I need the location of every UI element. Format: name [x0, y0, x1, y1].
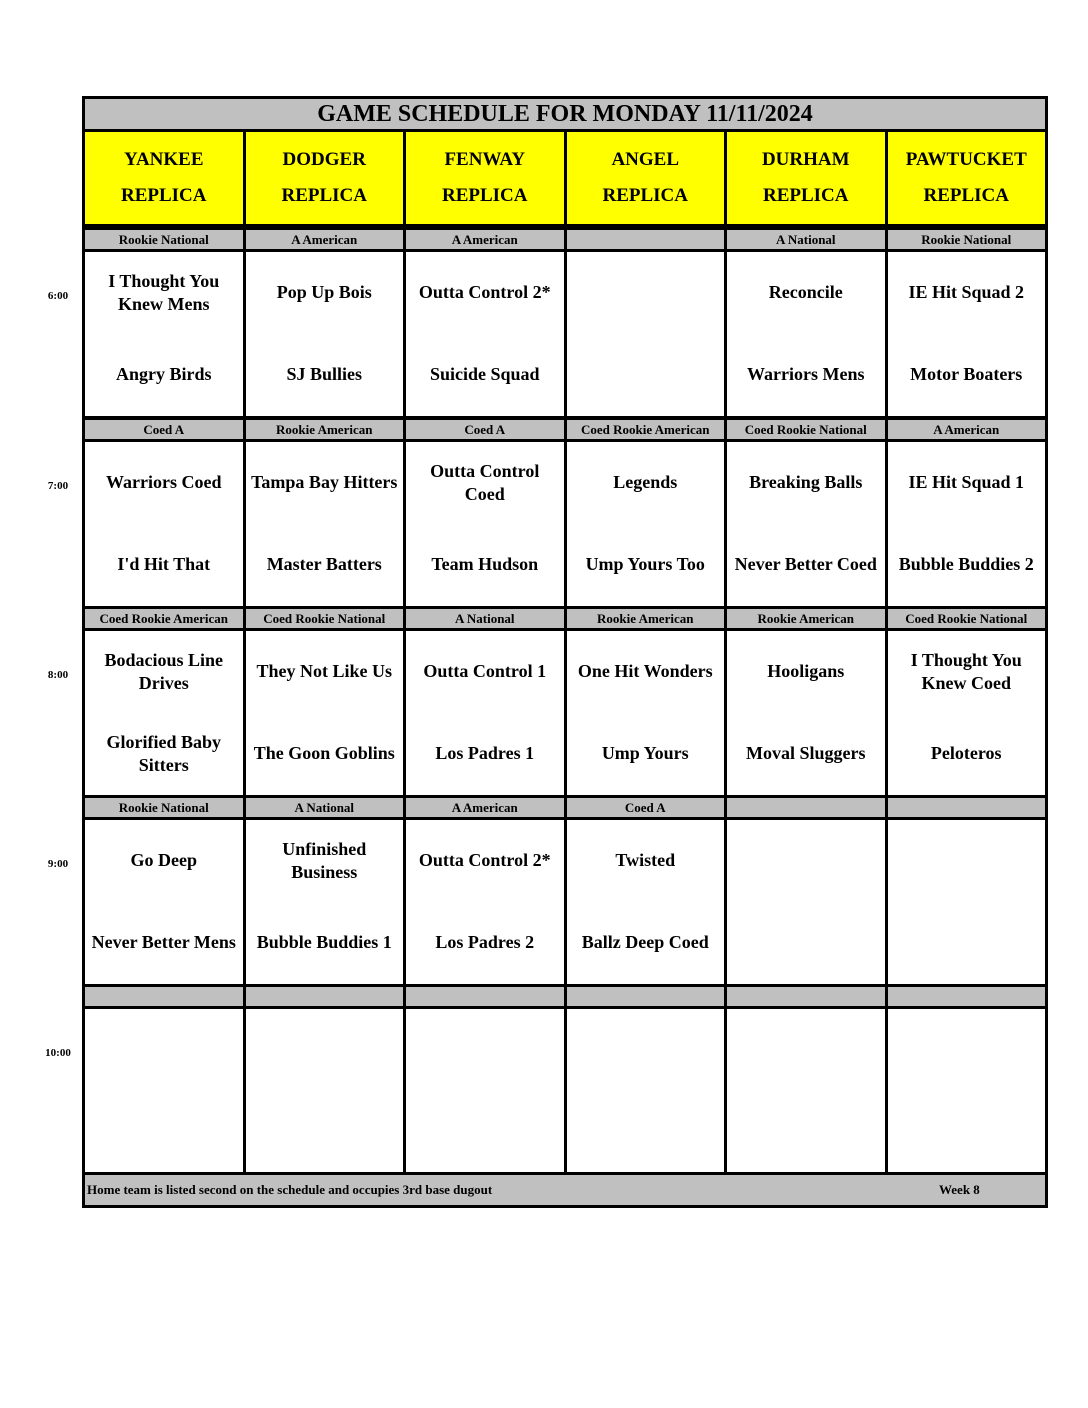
schedule-title: GAME SCHEDULE FOR MONDAY 11/11/2024	[82, 96, 1048, 132]
division-label: A National	[243, 798, 404, 817]
division-label	[85, 987, 243, 1006]
away-team: One Hit Wonders	[577, 661, 713, 682]
away-team	[888, 820, 1046, 902]
matchup-cell	[243, 1009, 404, 1173]
home-team: Bubble Buddies 1	[256, 932, 392, 953]
matchup-cell	[85, 252, 243, 416]
field-name: ANGEL	[611, 149, 680, 170]
game-slot	[82, 628, 1048, 798]
away-team	[888, 1009, 1046, 1091]
home-team	[727, 902, 885, 984]
away-team	[567, 252, 725, 334]
away-team: Legends	[613, 472, 678, 493]
away-team: I Thought You Knew Mens	[108, 270, 220, 314]
division-label: Coed A	[564, 798, 725, 817]
away-team	[246, 1009, 404, 1091]
home-team: Never Better Mens	[91, 932, 236, 953]
away-team: Warriors Coed	[106, 472, 222, 493]
matchup-cell	[564, 442, 725, 606]
matchup-cell	[724, 442, 885, 606]
home-team: Glorified Baby Sitters	[106, 731, 221, 775]
division-label	[564, 230, 725, 249]
home-team: Ump Yours Too	[585, 554, 705, 575]
home-team	[888, 1091, 1046, 1173]
home-team: Suicide Squad	[429, 364, 540, 385]
away-team: They Not Like Us	[256, 661, 392, 682]
matchup-cell	[403, 252, 564, 416]
time-label: 9:00	[47, 858, 69, 870]
week-label: Week 8	[939, 1182, 980, 1197]
matchup-cell	[724, 820, 885, 984]
field-header-dodger	[243, 132, 404, 224]
away-team	[406, 1009, 564, 1091]
away-team	[727, 820, 885, 902]
home-team	[567, 334, 725, 416]
time-label: 10:00	[45, 1047, 71, 1059]
home-team: Moval Sluggers	[746, 743, 866, 764]
away-team: Outta Control Coed	[430, 460, 540, 504]
matchup-cell	[85, 442, 243, 606]
division-label: Rookie National	[885, 230, 1046, 249]
home-team	[888, 902, 1046, 984]
game-slot	[82, 1006, 1048, 1176]
home-team: Master Batters	[266, 554, 382, 575]
matchup-cell	[564, 631, 725, 795]
matchup-cell	[403, 1009, 564, 1173]
field-name: DODGER	[282, 149, 366, 170]
division-label: Coed Rookie National	[724, 420, 885, 439]
home-team: SJ Bullies	[286, 364, 363, 385]
home-team: Ump Yours	[601, 743, 689, 764]
home-team: Bubble Buddies 2	[898, 554, 1034, 575]
away-team: Go Deep	[130, 850, 197, 871]
matchup-cell	[85, 820, 243, 984]
away-team: Breaking Balls	[749, 472, 863, 493]
matchup-cell	[564, 1009, 725, 1173]
away-team: IE Hit Squad 1	[908, 472, 1025, 493]
matchup-cell	[403, 631, 564, 795]
game-slot	[82, 249, 1048, 419]
matchup-cell	[564, 252, 725, 416]
division-label: Coed Rookie National	[243, 609, 404, 628]
division-label: Coed A	[403, 420, 564, 439]
matchup-cell	[85, 631, 243, 795]
time-label: 6:00	[47, 290, 69, 302]
home-team: Warriors Mens	[747, 364, 865, 385]
schedule-sheet	[82, 96, 1048, 1210]
division-label: A National	[724, 230, 885, 249]
field-name: PAWTUCKET	[905, 149, 1027, 170]
away-team: Bodacious Line Drives	[104, 649, 224, 693]
away-team	[85, 1009, 243, 1091]
home-team: Los Padres 2	[435, 932, 535, 953]
field-subtitle: REPLICA	[923, 185, 1009, 206]
schedule-footer	[82, 1172, 1048, 1208]
division-label	[243, 987, 404, 1006]
field-name: DURHAM	[761, 149, 850, 170]
matchup-cell	[243, 631, 404, 795]
division-label	[403, 987, 564, 1006]
field-subtitle: REPLICA	[281, 185, 367, 206]
home-team: Motor Boaters	[910, 364, 1023, 385]
field-header-yankee	[85, 132, 243, 224]
division-label: Coed Rookie American	[564, 420, 725, 439]
home-team: Never Better Coed	[734, 554, 877, 575]
home-team: The Goon Goblins	[253, 743, 395, 764]
matchup-cell	[885, 442, 1046, 606]
away-team: Outta Control 2*	[418, 282, 551, 303]
field-header-durham	[724, 132, 885, 224]
field-subtitle: REPLICA	[120, 185, 207, 206]
field-header-angel	[564, 132, 725, 224]
field-header-pawtucket	[885, 132, 1046, 224]
game-slot	[82, 439, 1048, 609]
field-subtitle: REPLICA	[441, 185, 528, 206]
home-team: Los Padres 1	[435, 743, 535, 764]
home-team: Ballz Deep Coed	[581, 932, 709, 953]
game-slot	[82, 817, 1048, 987]
away-team: Unfinished Business	[282, 838, 367, 882]
home-team	[727, 1091, 885, 1173]
division-label: A American	[885, 420, 1046, 439]
away-team: Reconcile	[768, 282, 843, 303]
away-team: I Thought You Knew Coed	[910, 649, 1022, 693]
away-team: IE Hit Squad 2	[908, 282, 1025, 303]
field-name: FENWAY	[444, 149, 526, 170]
division-label	[724, 798, 885, 817]
time-label: 8:00	[47, 669, 69, 681]
matchup-cell	[243, 252, 404, 416]
division-label: A American	[243, 230, 404, 249]
division-label	[564, 987, 725, 1006]
matchup-cell	[885, 252, 1046, 416]
matchup-cell	[85, 1009, 243, 1173]
matchup-cell	[724, 252, 885, 416]
field-header-row	[82, 129, 1048, 227]
away-team: Hooligans	[767, 661, 845, 682]
matchup-cell	[885, 820, 1046, 984]
away-team: Twisted	[615, 850, 676, 871]
division-label: Rookie American	[243, 420, 404, 439]
matchup-cell	[885, 631, 1046, 795]
matchup-cell	[243, 820, 404, 984]
away-team: Outta Control 2*	[418, 850, 551, 871]
division-label: A American	[403, 798, 564, 817]
home-team	[567, 1091, 725, 1173]
division-label: Rookie National	[118, 231, 209, 247]
matchup-cell	[724, 1009, 885, 1173]
division-label: A National	[403, 609, 564, 628]
home-team	[85, 1091, 243, 1173]
division-label: Coed A	[143, 421, 185, 437]
home-team: I'd Hit That	[117, 554, 211, 575]
field-subtitle: REPLICA	[602, 185, 688, 206]
division-label	[885, 798, 1046, 817]
division-label: Coed Rookie American	[99, 610, 229, 626]
matchup-cell	[564, 820, 725, 984]
matchup-cell	[885, 1009, 1046, 1173]
division-label: Rookie American	[724, 609, 885, 628]
division-label: Rookie National	[118, 799, 209, 815]
division-label	[724, 987, 885, 1006]
time-label: 7:00	[47, 480, 69, 492]
field-header-fenway	[403, 132, 564, 224]
field-name: YANKEE	[123, 149, 204, 170]
away-team	[727, 1009, 885, 1091]
home-team	[406, 1091, 564, 1173]
field-subtitle: REPLICA	[762, 185, 849, 206]
home-team: Peloteros	[930, 743, 1002, 764]
home-team-note: Home team is listed second on the schedule and occupies 3rd base dugout	[87, 1182, 493, 1197]
division-label: A American	[403, 230, 564, 249]
home-team: Team Hudson	[431, 554, 539, 575]
away-team	[567, 1009, 725, 1091]
matchup-cell	[243, 442, 404, 606]
division-label: Coed Rookie National	[885, 609, 1046, 628]
home-team: Angry Birds	[115, 364, 212, 385]
matchup-cell	[403, 820, 564, 984]
matchup-cell	[724, 631, 885, 795]
home-team	[246, 1091, 404, 1173]
away-team: Tampa Bay Hitters	[251, 472, 398, 493]
division-label: Rookie American	[564, 609, 725, 628]
away-team: Pop Up Bois	[276, 282, 372, 303]
matchup-cell	[403, 442, 564, 606]
division-label	[885, 987, 1046, 1006]
away-team: Outta Control 1	[423, 661, 547, 682]
